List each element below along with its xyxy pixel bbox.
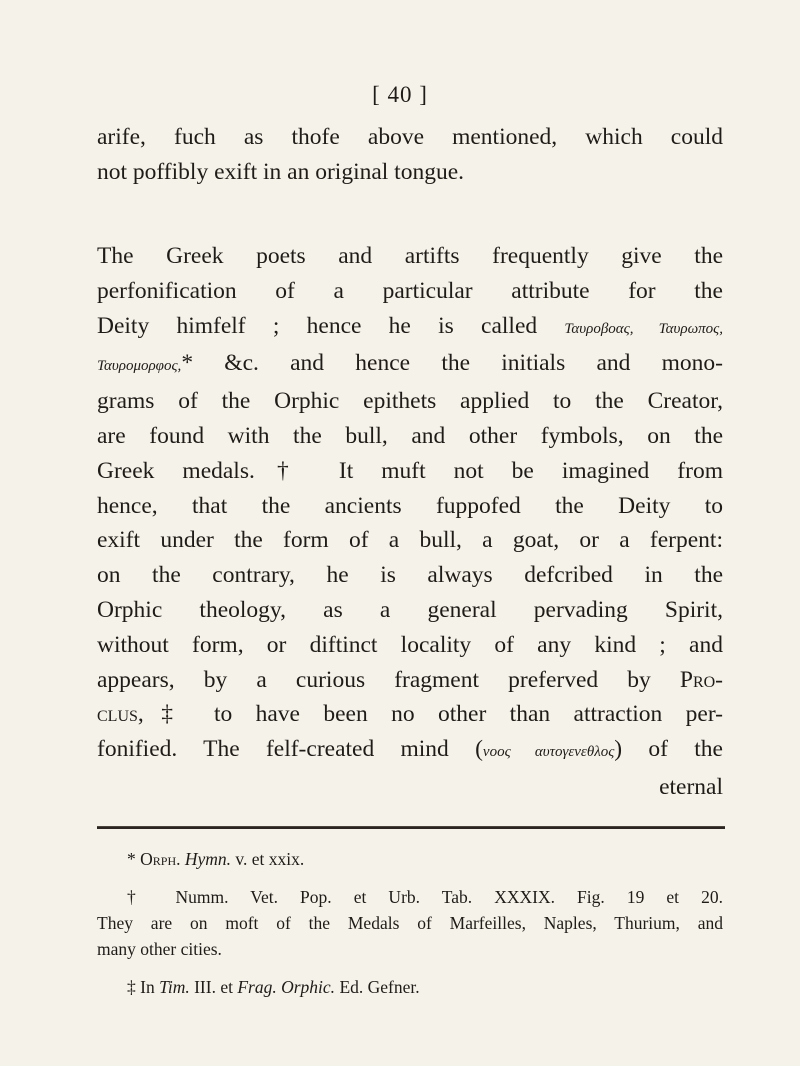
catchword: eternal	[659, 773, 723, 800]
text-fragment: fonified. The felf-created mind (	[97, 736, 483, 763]
text-fragment: appears, by a curious fragment preferved by	[97, 666, 651, 693]
footnote-mark: *	[127, 849, 136, 869]
text-fragment: * &c. and hence the initials and mono-	[181, 350, 723, 377]
text-line: exift under the form of a bull, a goat, or a ferpent:	[97, 527, 723, 554]
footnote-1	[97, 846, 723, 872]
text-fragment: III. et	[194, 977, 233, 997]
text-line: without form, or diftinct locality of any kind ; and	[97, 631, 723, 658]
text-line	[97, 663, 723, 698]
text-line: arife, fuch as thofe above mentioned, which could	[97, 124, 723, 150]
greek-epithet: Ταυρομορφος,	[97, 358, 182, 375]
text-line	[97, 346, 723, 384]
greek-epithets: Ταυροβοας, Ταυρωπος,	[564, 320, 724, 337]
footnote-mark: ‡ In	[127, 977, 155, 997]
text-fragment: v. et xxix.	[235, 849, 305, 869]
text-line: perfonification of a particular attribute for the	[97, 277, 723, 304]
work-title: Hymn.	[184, 849, 232, 869]
text-line	[97, 732, 723, 770]
work-title: Frag. Orphic.	[237, 977, 336, 997]
footnote-3	[97, 974, 723, 1000]
text-fragment: Deity himfelf ; hence he is called	[97, 312, 538, 339]
author-name: Pro-	[679, 666, 724, 693]
page-number: [ 40 ]	[372, 82, 428, 107]
work-title: Tim.	[159, 977, 190, 997]
greek-phrase: νοος αυτογενεθλος	[482, 744, 615, 761]
footnote-2-line: They are on moft of the Medals of Marfeilles, Naples, Thurium, and	[97, 913, 723, 933]
footnote-2-line: many other cities.	[97, 939, 222, 959]
text-fragment: Ed. Gefner.	[339, 977, 420, 997]
footnote-rule	[97, 826, 725, 829]
text-line: are found with the bull, and other fymbols, on the	[97, 422, 723, 449]
text-fragment: ) of the	[614, 736, 723, 763]
text-line: Orphic theology, as a general pervading Spirit,	[97, 596, 723, 623]
footnotes	[97, 846, 723, 1000]
text-line: grams of the Orphic epithets applied to the Creator,	[97, 388, 723, 415]
text-line: Greek medals.† It muft not be imagined from	[97, 457, 723, 484]
paragraph-2	[97, 239, 723, 805]
text-line	[97, 309, 723, 347]
text-fragment: ‡ to have been no other than attraction per-	[143, 701, 723, 728]
author-name: Orph.	[140, 849, 181, 869]
text-line: not poffibly exift in an original tongue.	[97, 158, 465, 185]
text-line	[97, 697, 723, 732]
text-line: hence, that the ancients fuppofed the Deity to	[97, 492, 723, 519]
author-name: clus,	[97, 701, 144, 728]
text-line: on the contrary, he is always defcribed in the	[97, 562, 723, 589]
footnote-2-line: † Numm. Vet. Pop. et Urb. Tab. XXXIX. Fig. 19 et 20.	[127, 887, 723, 907]
paragraph-1	[97, 120, 723, 190]
text-line: The Greek poets and artifts frequently give the	[97, 243, 723, 269]
